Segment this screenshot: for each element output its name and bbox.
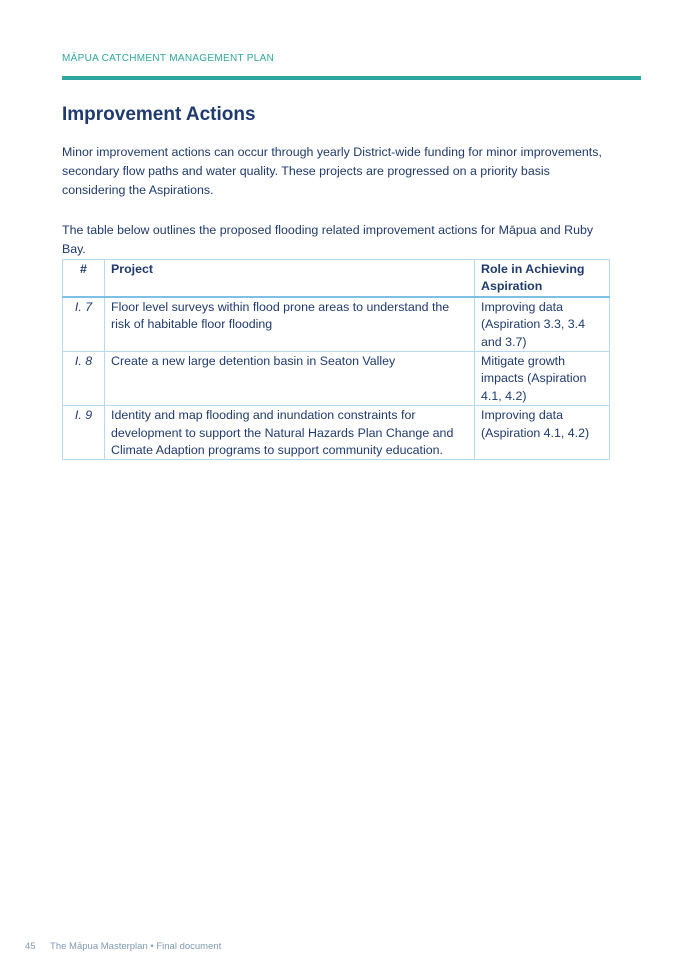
page-title: Improvement Actions	[62, 104, 256, 125]
action-project: Create a new large detention basin in Seaton Valley	[105, 352, 475, 406]
table-row	[63, 352, 610, 406]
column-header-project: Project	[105, 260, 475, 297]
action-role: Improving data (Aspiration 4.1, 4.2)	[475, 406, 610, 460]
action-number: I. 9	[63, 406, 105, 460]
action-project: Identity and map flooding and inundation constraints for development to support the Natural Hazards Plan Change and Climate Adaption programs to support community education.	[105, 406, 475, 460]
action-project: Floor level surveys within flood prone areas to understand the risk of habitable floor flooding	[105, 297, 475, 352]
table-row	[63, 406, 610, 460]
action-number: I. 8	[63, 352, 105, 406]
table-intro-paragraph: The table below outlines the proposed flooding related improvement actions for Māpua and Ruby Bay.	[62, 223, 594, 256]
action-role: Improving data (Aspiration 3.3, 3.4 and 3.7)	[475, 297, 610, 352]
action-role: Mitigate growth impacts (Aspiration 4.1, 4.2)	[475, 352, 610, 406]
column-header-role: Role in Achieving Aspiration	[475, 260, 610, 297]
page-number: 45	[25, 941, 36, 952]
column-header-number: #	[63, 260, 105, 297]
running-header: MĀPUA CATCHMENT MANAGEMENT PLAN	[62, 53, 275, 64]
header-divider	[62, 76, 641, 80]
table-header-row	[63, 260, 610, 297]
footer-document-title: The Māpua Masterplan • Final document	[50, 941, 222, 952]
improvement-actions-table	[62, 259, 610, 460]
action-number: I. 7	[63, 297, 105, 352]
intro-paragraph: Minor improvement actions can occur through yearly District-wide funding for minor improvements, secondary flow paths and water quality. These projects are progressed on a priority basis considering the Aspirations.	[62, 145, 602, 197]
table-row	[63, 297, 610, 352]
page-footer	[25, 941, 221, 952]
